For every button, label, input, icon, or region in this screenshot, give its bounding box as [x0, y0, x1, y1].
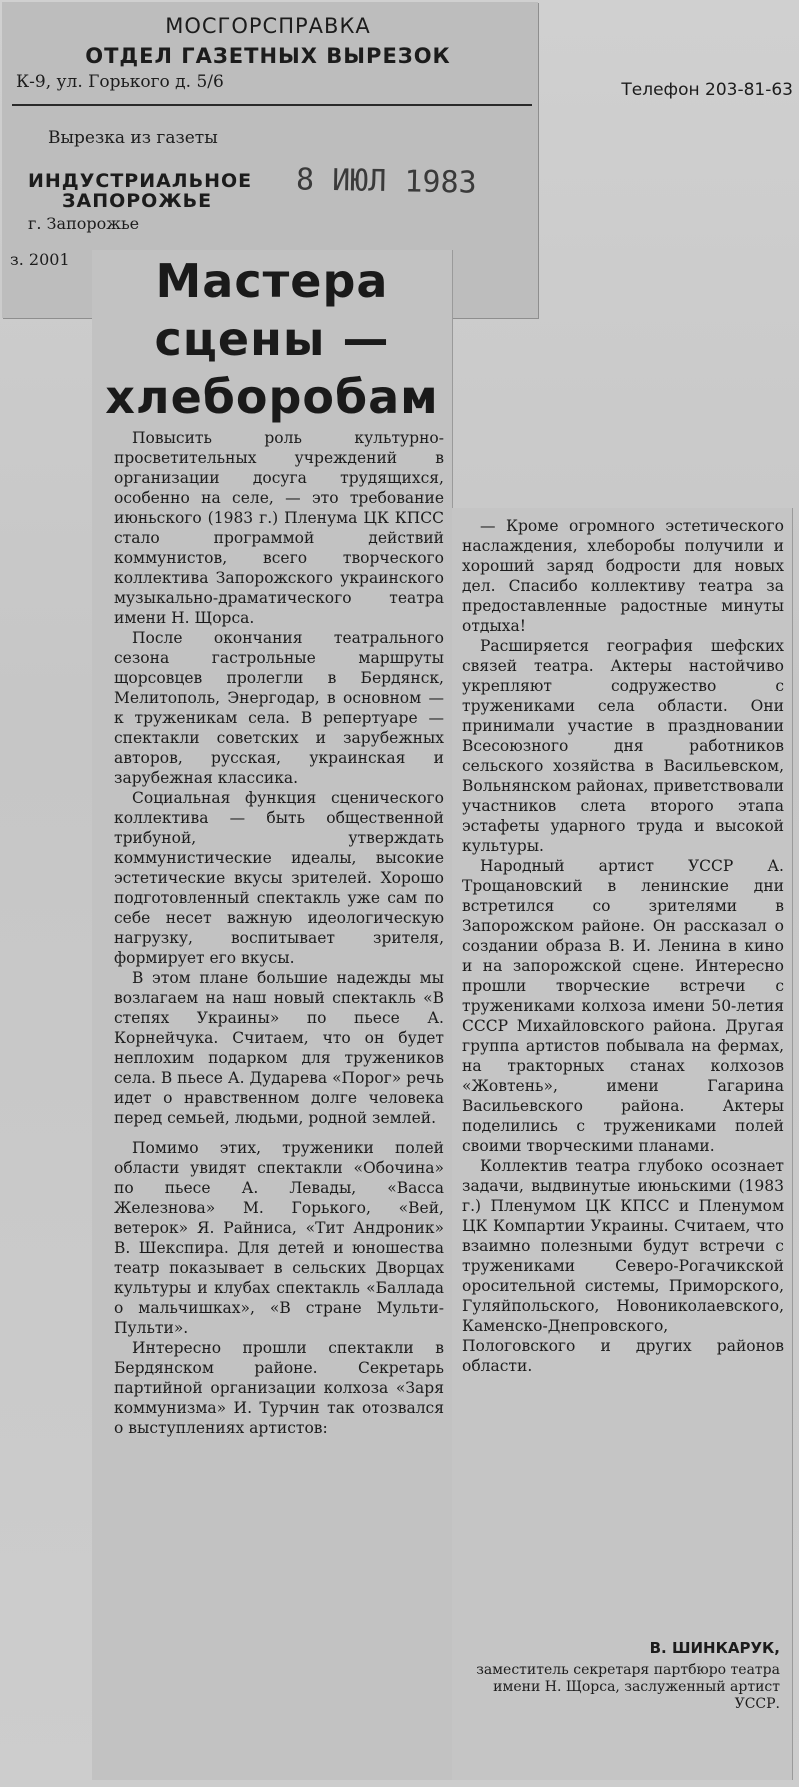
- paragraph: После окончания театрального сезона гастрольные маршруты щорсовцев пролегли в Бердянск, Мелитополь, Энергодар, в основном — к труженикам села. В репертуаре — спектакли советских и зарубежных авторов, русская, украинская и зарубежная классика.: [114, 629, 444, 787]
- date-stamp: 8 ИЮЛ 1983: [295, 162, 477, 201]
- paragraph: В этом плане большие надежды мы возлагаем на наш новый спектакль «В степях Украины» по пьесе А. Корнейчука. Считаем, что он будет неплохим подарком для тружеников села. В пьесе А. Дударева «Порог» речь идет о нравственном долге человека перед семьей, людьми, родной землей.: [114, 969, 444, 1127]
- paragraph: Социальная функция сценического коллектива — быть общественной трибуной, утверждать коммунистические идеалы, высокие эстетические вкусы зрителей. Хорошо подготовленный спектакль уже сам по себе несет важную идеологическую нагрузку, воспитывает зрителя, формирует его вкусы.: [114, 789, 444, 967]
- department-name: ОТДЕЛ ГАЗЕТНЫХ ВЫРЕЗОК: [85, 44, 451, 68]
- paragraph: Повысить роль культурно-просветительных учреждений в организации досуга трудящихся, особенно на селе, — это требование июньского (1983 г.) Пленума ЦК КПСС стало программой действий коммунистов, всего творческого коллектива Запорожского украинского музыкально-драматического театра имени Н. Щорса.: [114, 429, 444, 627]
- author-title: заместитель секретаря партбюро театра имени Н. Щорса, заслуженный артист УССР.: [476, 1662, 780, 1712]
- address: К-9, ул. Горького д. 5/6: [16, 72, 224, 92]
- column-2-text: [462, 516, 784, 1376]
- newspaper-city: г. Запорожье: [28, 214, 140, 233]
- paragraph: Расширяется география шефских связей театра. Актеры настойчиво укрепляют содружество с тружениками села области. Они принимали участие в праздновании Всесоюзного дня работников сельского хозяйства в Васильевском, Вольнянском районах, приветствовали участников слета второго этапа эстафеты ударного труда и высокой культуры.: [462, 637, 784, 855]
- organization-name: МОСГОРСПРАВКА: [165, 14, 371, 38]
- newspaper-name-line2: ЗАПОРОЖЬЕ: [62, 190, 213, 212]
- phone: Телефон 203-81-63: [621, 80, 793, 100]
- paragraph: — Кроме огромного эстетического наслаждения, хлеборобы получили и хороший заряд бодрости для новых дел. Спасибо коллективу театра за предоставленные радостные минуты отдыха!: [462, 517, 784, 635]
- paragraph: Народный артист УССР А. Трощановский в ленинские дни встретился со зрителями в Запорожском районе. Он рассказал о создании образа В. И. Ленина в кино и на запорожской сцене. Интересно прошли творческие встречи с тружениками колхоза имени 50-летия СССР Михайловского района. Другая группа артистов побывала на фермах, на тракторных станах колхозов «Жовтень», имени Гагарина Васильевского района. Актеры поделились с тружениками полей своими творческими планами.: [462, 857, 784, 1155]
- column-1-text: [114, 428, 444, 1438]
- article-headline: Мастера сцены — хлеборобам: [105, 254, 439, 424]
- newspaper-name-line1: ИНДУСТРИАЛЬНОЕ: [28, 170, 253, 192]
- paragraph: Интересно прошли спектакли в Бердянском районе. Секретарь партийной организации колхоза «Заря коммунизма» И. Турчин так отозвался о выступлениях артистов:: [114, 1339, 444, 1437]
- author-name: В. ШИНКАРУК,: [649, 1639, 780, 1657]
- paragraph: Коллектив театра глубоко осознает задачи, выдвинутые июньскими (1983 г.) Пленумом ЦК КПСС и Пленумом ЦК Компартии Украины. Считаем, что взаимно полезными будут встречи с тружениками Северо-Рогачикской оросительной системы, Приморского, Гуляйпольского, Новониколаевского, Каменско-Днепровского, Пологовского и других районов области.: [462, 1157, 784, 1375]
- cutout-label: Вырезка из газеты: [48, 128, 218, 148]
- slip-divider: [12, 104, 532, 106]
- order-code: з. 2001: [10, 250, 70, 269]
- paragraph: Помимо этих, труженики полей области увидят спектакли «Обочина» по пьесе А. Левады, «Васса Железнова» М. Горького, «Вей, ветерок» Я. Райниса, «Тит Андроник» В. Шекспира. Для детей и юношества театр показывает в сельских Дворцах культуры и клубах спектакль «Баллада о мальчишках», «В стране Мульти-Пульти».: [114, 1139, 444, 1337]
